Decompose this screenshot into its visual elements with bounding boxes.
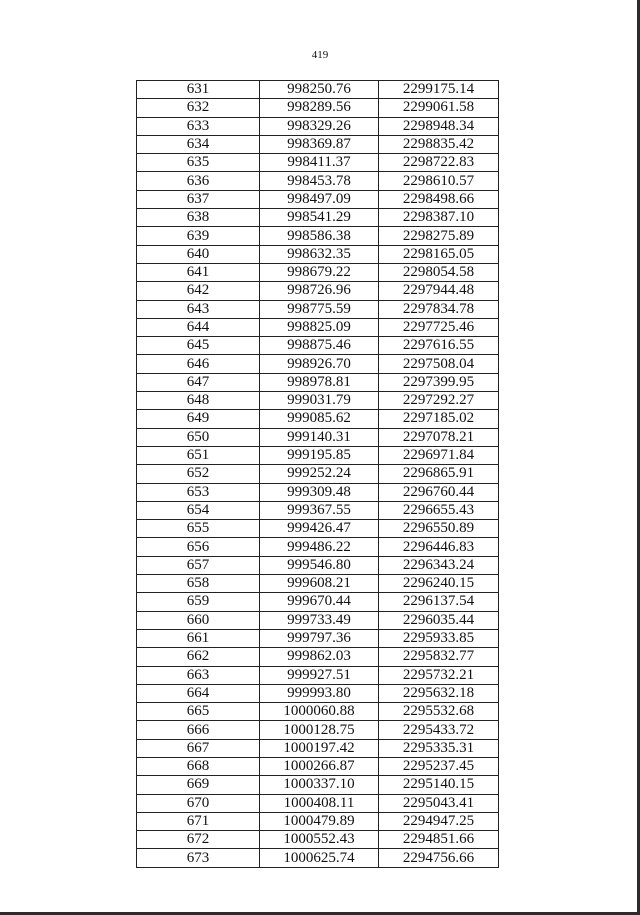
- y-coordinate-cell: 2298275.89: [379, 227, 499, 245]
- table-row: [137, 410, 499, 428]
- x-coordinate-cell: 998775.59: [260, 300, 379, 318]
- x-coordinate-cell: 999195.85: [260, 446, 379, 464]
- point-number-cell: 650: [137, 428, 260, 446]
- table-row: [137, 318, 499, 336]
- x-coordinate-cell: 1000337.10: [260, 776, 379, 794]
- table-row: [137, 739, 499, 757]
- point-number-cell: 673: [137, 849, 260, 867]
- table-row: [137, 776, 499, 794]
- x-coordinate-cell: 998329.26: [260, 117, 379, 135]
- table-row: [137, 757, 499, 775]
- y-coordinate-cell: 2295532.68: [379, 703, 499, 721]
- point-number-cell: 633: [137, 117, 260, 135]
- point-number-cell: 649: [137, 410, 260, 428]
- x-coordinate-cell: 999862.03: [260, 648, 379, 666]
- y-coordinate-cell: 2297292.27: [379, 392, 499, 410]
- y-coordinate-cell: 2299061.58: [379, 99, 499, 117]
- point-number-cell: 643: [137, 300, 260, 318]
- table-row: [137, 282, 499, 300]
- table-row: [137, 154, 499, 172]
- y-coordinate-cell: 2295632.18: [379, 684, 499, 702]
- x-coordinate-cell: 998825.09: [260, 318, 379, 336]
- table-row: [137, 190, 499, 208]
- table-row: [137, 446, 499, 464]
- x-coordinate-cell: 998453.78: [260, 172, 379, 190]
- x-coordinate-cell: 998250.76: [260, 81, 379, 99]
- x-coordinate-cell: 999797.36: [260, 629, 379, 647]
- table-row: [137, 300, 499, 318]
- y-coordinate-cell: 2297185.02: [379, 410, 499, 428]
- point-number-cell: 645: [137, 337, 260, 355]
- y-coordinate-cell: 2297078.21: [379, 428, 499, 446]
- y-coordinate-cell: 2298610.57: [379, 172, 499, 190]
- point-number-cell: 668: [137, 757, 260, 775]
- table-row: [137, 373, 499, 391]
- y-coordinate-cell: 2295832.77: [379, 648, 499, 666]
- point-number-cell: 663: [137, 666, 260, 684]
- point-number-cell: 648: [137, 392, 260, 410]
- y-coordinate-cell: 2298498.66: [379, 190, 499, 208]
- table-row: [137, 721, 499, 739]
- x-coordinate-cell: 1000197.42: [260, 739, 379, 757]
- point-number-cell: 636: [137, 172, 260, 190]
- x-coordinate-cell: 999670.44: [260, 593, 379, 611]
- point-number-cell: 660: [137, 611, 260, 629]
- point-number-cell: 662: [137, 648, 260, 666]
- table-row: [137, 355, 499, 373]
- y-coordinate-cell: 2295043.41: [379, 794, 499, 812]
- point-number-cell: 647: [137, 373, 260, 391]
- y-coordinate-cell: 2297725.46: [379, 318, 499, 336]
- x-coordinate-cell: 999252.24: [260, 465, 379, 483]
- y-coordinate-cell: 2296137.54: [379, 593, 499, 611]
- x-coordinate-cell: 1000060.88: [260, 703, 379, 721]
- x-coordinate-cell: 998679.22: [260, 263, 379, 281]
- point-number-cell: 659: [137, 593, 260, 611]
- point-number-cell: 641: [137, 263, 260, 281]
- table-row: [137, 831, 499, 849]
- x-coordinate-cell: 999426.47: [260, 520, 379, 538]
- point-number-cell: 631: [137, 81, 260, 99]
- y-coordinate-cell: 2296446.83: [379, 538, 499, 556]
- table-row: [137, 703, 499, 721]
- point-number-cell: 655: [137, 520, 260, 538]
- point-number-cell: 642: [137, 282, 260, 300]
- x-coordinate-cell: 1000266.87: [260, 757, 379, 775]
- point-number-cell: 632: [137, 99, 260, 117]
- table-row: [137, 538, 499, 556]
- y-coordinate-cell: 2296035.44: [379, 611, 499, 629]
- table-row: [137, 666, 499, 684]
- point-number-cell: 658: [137, 575, 260, 593]
- y-coordinate-cell: 2295933.85: [379, 629, 499, 647]
- y-coordinate-cell: 2297834.78: [379, 300, 499, 318]
- table-row: [137, 263, 499, 281]
- table-row: [137, 483, 499, 501]
- y-coordinate-cell: 2298722.83: [379, 154, 499, 172]
- y-coordinate-cell: 2298387.10: [379, 209, 499, 227]
- point-number-cell: 666: [137, 721, 260, 739]
- y-coordinate-cell: 2295237.45: [379, 757, 499, 775]
- x-coordinate-cell: 1000479.89: [260, 812, 379, 830]
- y-coordinate-cell: 2296550.89: [379, 520, 499, 538]
- x-coordinate-cell: 999085.62: [260, 410, 379, 428]
- table-row: [137, 428, 499, 446]
- point-number-cell: 671: [137, 812, 260, 830]
- point-number-cell: 651: [137, 446, 260, 464]
- x-coordinate-cell: 998926.70: [260, 355, 379, 373]
- table-row: [137, 812, 499, 830]
- x-coordinate-cell: 1000625.74: [260, 849, 379, 867]
- coordinates-table-body: [137, 81, 499, 868]
- y-coordinate-cell: 2298948.34: [379, 117, 499, 135]
- x-coordinate-cell: 998497.09: [260, 190, 379, 208]
- point-number-cell: 635: [137, 154, 260, 172]
- point-number-cell: 638: [137, 209, 260, 227]
- point-number-cell: 669: [137, 776, 260, 794]
- point-number-cell: 667: [137, 739, 260, 757]
- table-row: [137, 593, 499, 611]
- x-coordinate-cell: 998289.56: [260, 99, 379, 117]
- x-coordinate-cell: 999546.80: [260, 556, 379, 574]
- coordinates-table: [136, 80, 499, 868]
- table-row: [137, 465, 499, 483]
- x-coordinate-cell: 998411.37: [260, 154, 379, 172]
- point-number-cell: 656: [137, 538, 260, 556]
- table-row: [137, 684, 499, 702]
- point-number-cell: 646: [137, 355, 260, 373]
- table-row: [137, 520, 499, 538]
- y-coordinate-cell: 2294851.66: [379, 831, 499, 849]
- y-coordinate-cell: 2294756.66: [379, 849, 499, 867]
- x-coordinate-cell: 1000128.75: [260, 721, 379, 739]
- x-coordinate-cell: 998632.35: [260, 245, 379, 263]
- table-row: [137, 648, 499, 666]
- y-coordinate-cell: 2296240.15: [379, 575, 499, 593]
- y-coordinate-cell: 2298165.05: [379, 245, 499, 263]
- x-coordinate-cell: 999309.48: [260, 483, 379, 501]
- point-number-cell: 664: [137, 684, 260, 702]
- y-coordinate-cell: 2296343.24: [379, 556, 499, 574]
- point-number-cell: 644: [137, 318, 260, 336]
- x-coordinate-cell: 999608.21: [260, 575, 379, 593]
- y-coordinate-cell: 2295140.15: [379, 776, 499, 794]
- point-number-cell: 672: [137, 831, 260, 849]
- point-number-cell: 634: [137, 135, 260, 153]
- table-row: [137, 501, 499, 519]
- point-number-cell: 637: [137, 190, 260, 208]
- x-coordinate-cell: 998369.87: [260, 135, 379, 153]
- y-coordinate-cell: 2296865.91: [379, 465, 499, 483]
- page-number: 419: [311, 49, 329, 61]
- x-coordinate-cell: 999486.22: [260, 538, 379, 556]
- table-row: [137, 556, 499, 574]
- table-row: [137, 227, 499, 245]
- point-number-cell: 665: [137, 703, 260, 721]
- table-row: [137, 575, 499, 593]
- point-number-cell: 657: [137, 556, 260, 574]
- point-number-cell: 639: [137, 227, 260, 245]
- table-row: [137, 337, 499, 355]
- point-number-cell: 640: [137, 245, 260, 263]
- table-row: [137, 245, 499, 263]
- y-coordinate-cell: 2298054.58: [379, 263, 499, 281]
- x-coordinate-cell: 998586.38: [260, 227, 379, 245]
- x-coordinate-cell: 999140.31: [260, 428, 379, 446]
- x-coordinate-cell: 999733.49: [260, 611, 379, 629]
- table-row: [137, 209, 499, 227]
- y-coordinate-cell: 2299175.14: [379, 81, 499, 99]
- y-coordinate-cell: 2297508.04: [379, 355, 499, 373]
- table-row: [137, 611, 499, 629]
- x-coordinate-cell: 998541.29: [260, 209, 379, 227]
- y-coordinate-cell: 2297944.48: [379, 282, 499, 300]
- table-row: [137, 392, 499, 410]
- table-row: [137, 135, 499, 153]
- y-coordinate-cell: 2296655.43: [379, 501, 499, 519]
- table-row: [137, 99, 499, 117]
- y-coordinate-cell: 2297399.95: [379, 373, 499, 391]
- x-coordinate-cell: 998978.81: [260, 373, 379, 391]
- point-number-cell: 652: [137, 465, 260, 483]
- y-coordinate-cell: 2296971.84: [379, 446, 499, 464]
- y-coordinate-cell: 2298835.42: [379, 135, 499, 153]
- table-row: [137, 849, 499, 867]
- x-coordinate-cell: 1000408.11: [260, 794, 379, 812]
- x-coordinate-cell: 999367.55: [260, 501, 379, 519]
- y-coordinate-cell: 2295433.72: [379, 721, 499, 739]
- y-coordinate-cell: 2295732.21: [379, 666, 499, 684]
- table-row: [137, 172, 499, 190]
- point-number-cell: 670: [137, 794, 260, 812]
- table-row: [137, 117, 499, 135]
- table-row: [137, 794, 499, 812]
- x-coordinate-cell: 999031.79: [260, 392, 379, 410]
- table-row: [137, 629, 499, 647]
- x-coordinate-cell: 998726.96: [260, 282, 379, 300]
- point-number-cell: 661: [137, 629, 260, 647]
- table-row: [137, 81, 499, 99]
- x-coordinate-cell: 1000552.43: [260, 831, 379, 849]
- y-coordinate-cell: 2295335.31: [379, 739, 499, 757]
- x-coordinate-cell: 999927.51: [260, 666, 379, 684]
- x-coordinate-cell: 999993.80: [260, 684, 379, 702]
- x-coordinate-cell: 998875.46: [260, 337, 379, 355]
- y-coordinate-cell: 2294947.25: [379, 812, 499, 830]
- y-coordinate-cell: 2297616.55: [379, 337, 499, 355]
- y-coordinate-cell: 2296760.44: [379, 483, 499, 501]
- point-number-cell: 654: [137, 501, 260, 519]
- point-number-cell: 653: [137, 483, 260, 501]
